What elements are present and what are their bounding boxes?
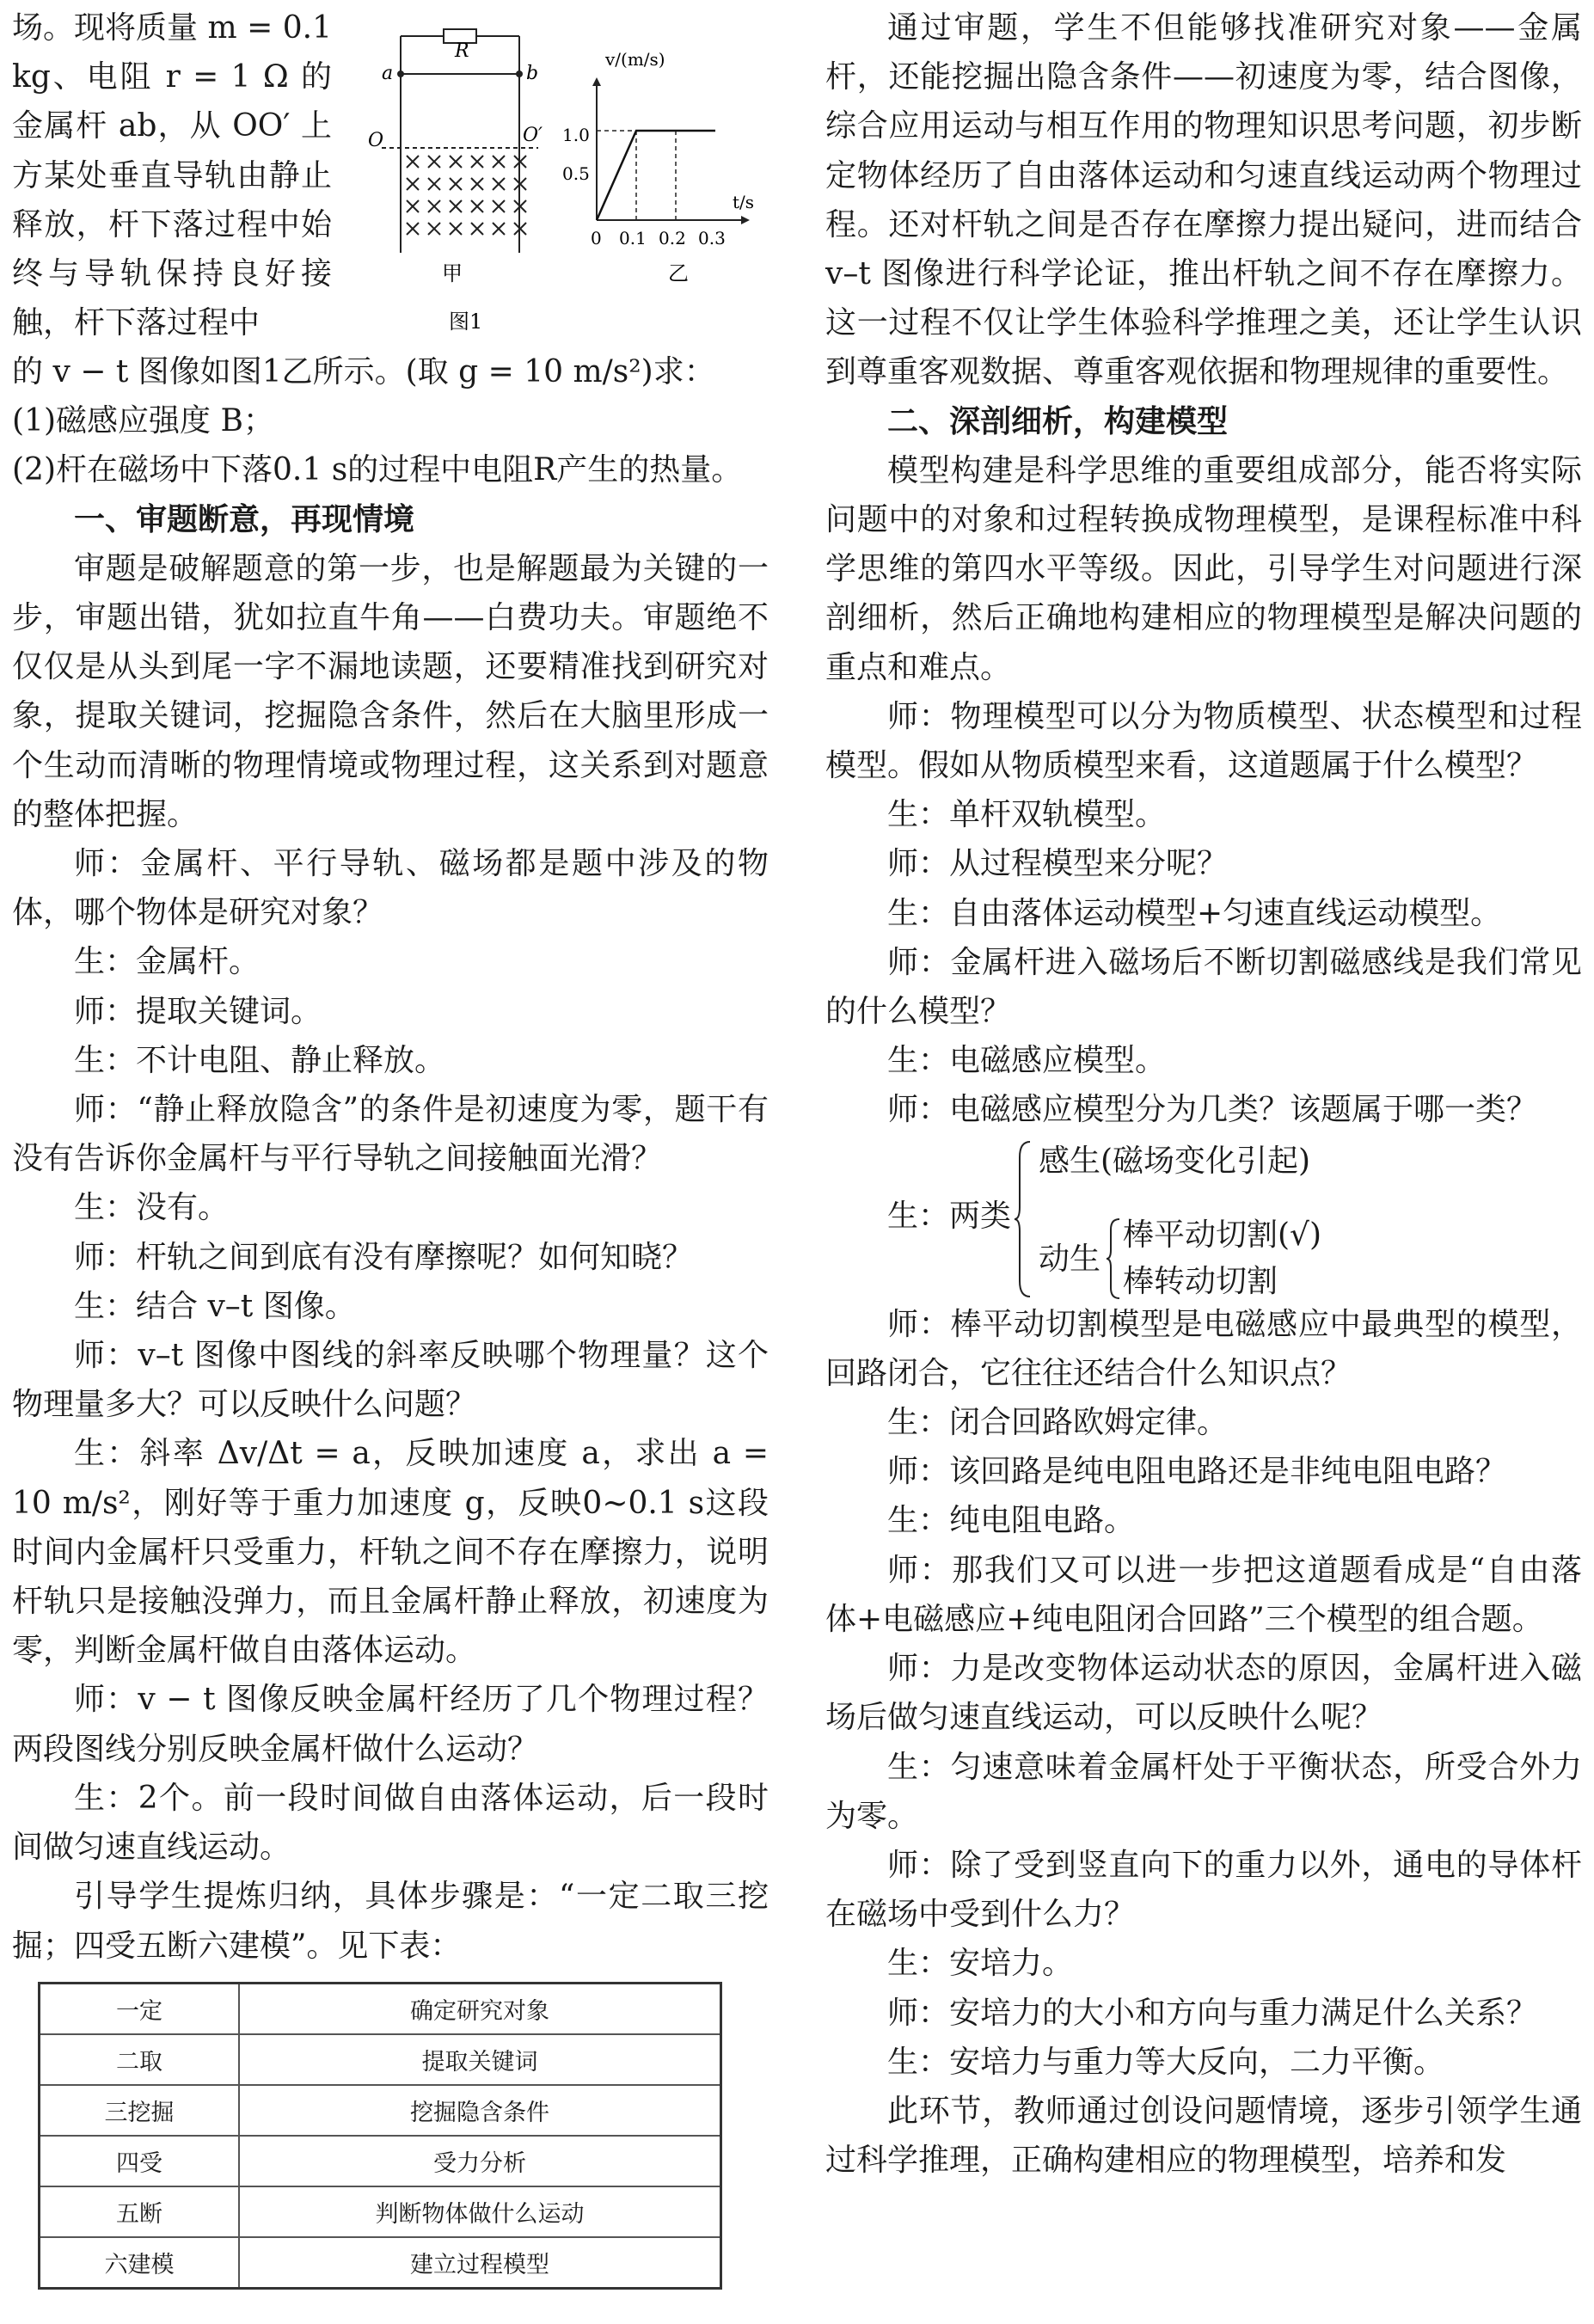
table-cell-step: 三挖掘 — [40, 2085, 240, 2136]
problem-intro: 场。现将质量 m = 0.1 kg、电阻 r = 1 Ω 的金属杆 ab，从 OO′ 上方某处垂直导轨由静止释放，杆下落过程中始终与导轨保持良好接触，杆下落过程中 — [12, 10, 332, 341]
paragraph: 师：“静止释放隐含”的条件是初速度为零，题干有没有告诉你金属杆与平行导轨之间接触面光滑？ — [12, 1092, 769, 1177]
brace-item-b1: 棒平动切割(√) — [1123, 1217, 1322, 1253]
label-R: R — [455, 40, 469, 62]
table-row — [40, 2186, 721, 2237]
left-paragraphs — [12, 544, 769, 1971]
paragraph: 师：金属杆进入磁场后不断切割磁感线是我们常见的什么模型？ — [825, 944, 1582, 1030]
table-cell-step: 六建模 — [40, 2237, 240, 2289]
problem-graph-ref: 的 v − t 图像如图1乙所示。(取 g = 10 m/s²)求： — [12, 354, 715, 389]
paragraph: 师：那我们又可以进一步把这道题看成是“自由落体+电磁感应+纯电阻闭合回路”三个模型的组合题。 — [825, 1552, 1582, 1637]
tick-v-0.5: 0.5 — [562, 163, 590, 184]
paragraph: 模型构建是科学思维的重要组成部分，能否将实际问题中的对象和过程转换成物理模型，是课程标准中科学思维的第四水平等级。因此，引导学生对问题进行深剖细析，然后正确地构建相应的物理模型是解决问题的重点和难点。 — [825, 452, 1582, 685]
paragraph: 生：闭合回路欧姆定律。 — [887, 1405, 1229, 1441]
paragraph: 此环节，教师通过创设问题情境，逐步引领学生通过科学推理，正确构建相应的物理模型，培养和发 — [825, 2093, 1582, 2179]
paragraph: 师：该回路是纯电阻电路还是非纯电阻电路？ — [887, 1454, 1507, 1490]
table-cell-step: 五断 — [40, 2186, 240, 2237]
label-jia: 甲 — [442, 261, 463, 285]
brace-item-b2: 棒转动切割 — [1123, 1263, 1278, 1299]
table-cell-desc: 提取关键词 — [239, 2034, 721, 2085]
label-b: b — [526, 63, 539, 84]
right-paragraphs-3 — [825, 1300, 1582, 2186]
tick-t-0.2: 0.2 — [659, 228, 686, 248]
vt-graph — [562, 49, 754, 285]
paragraph: 师：从过程模型来分呢？ — [887, 846, 1229, 882]
paragraph: 师：提取关键词。 — [74, 993, 322, 1029]
point-b — [517, 71, 522, 77]
paragraph: 生：斜率 Δv/Δt = a，反映加速度 a，求出 a = 10 m/s²，刚好等于重力加速度 g，反映0~0.1 s这段时间内金属杆只受重力，杆轨之间不存在摩擦力，说明杆轨只是接触没弹力，而且金属杆静止释放，初速度为零，判断金属杆做自由落体运动。 — [12, 1436, 769, 1669]
table-cell-desc: 建立过程模型 — [239, 2237, 721, 2289]
paragraph: 师：力是改变物体运动状态的原因，金属杆进入磁场后做匀速直线运动，可以反映什么呢？ — [825, 1651, 1582, 1736]
table-row — [40, 2237, 721, 2289]
v-axis-arrow — [592, 77, 601, 86]
table-cell-desc: 挖掘隐含条件 — [239, 2085, 721, 2136]
brace-item-a: 感生(磁场变化引起) — [1039, 1143, 1311, 1179]
table-cell-step: 四受 — [40, 2136, 240, 2186]
paragraph: 师：金属杆、平行导轨、磁场都是题中涉及的物体，哪个物体是研究对象？ — [12, 846, 769, 931]
table-row — [40, 2085, 721, 2136]
magnetic-field-crosses — [407, 156, 526, 235]
paragraph: 师：物理模型可以分为物质模型、状态模型和过程模型。假如从物质模型来看，这道题属于什么模型？ — [825, 698, 1582, 784]
classification-brace — [825, 1135, 1582, 1300]
paragraph: 生：安培力。 — [887, 1946, 1074, 1982]
table-cell-desc: 确定研究对象 — [239, 1984, 721, 2035]
paragraph: 师：杆轨之间到底有没有摩擦呢？如何知晓？ — [74, 1239, 694, 1275]
paragraph: 生：单杆双轨模型。 — [887, 797, 1167, 833]
paragraph: 生：纯电阻电路。 — [887, 1503, 1136, 1539]
brace-inner-icon — [1106, 1217, 1121, 1300]
paragraph: 生：匀速意味着金属杆处于平衡状态，所受合外力为零。 — [825, 1749, 1582, 1834]
paragraph: 师：除了受到竖直向下的重力以外，通电的导体杆在磁场中受到什么力？ — [825, 1847, 1582, 1933]
steps-table — [38, 1982, 722, 2290]
paragraph: 师：电磁感应模型分为几类？该题属于哪一类？ — [887, 1092, 1538, 1128]
vt-series-line — [597, 131, 715, 220]
paragraph: 审题是破解题意的第一步，也是解题最为关键的一步，审题出错，犹如拉直牛角——白费功夫。审题绝不仅仅是从头到尾一字不漏地读题，还要精准找到研究对象，提取关键词，挖掘隐含条件，然后在大脑里形成一个生动而清晰的物理情境或物理过程，这关系到对题意的整体把握。 — [12, 550, 769, 832]
brace-item-b: 动生 — [1039, 1241, 1101, 1277]
brace-lead: 生：两类 — [887, 1198, 1012, 1234]
paragraph: 生：结合 v–t 图像。 — [74, 1288, 356, 1324]
paragraph: 师：v–t 图像中图线的斜率反映哪个物理量？这个物理量多大？可以反映什么问题？ — [12, 1338, 769, 1423]
right-column — [825, 3, 1582, 2185]
label-O: O — [368, 130, 384, 151]
label-O-prime: O′ — [523, 125, 543, 146]
table-cell-desc: 受力分析 — [239, 2136, 721, 2186]
tick-v-1.0: 1.0 — [562, 125, 590, 145]
table-cell-step: 一定 — [40, 1984, 240, 2035]
paragraph: 引导学生提炼归纳，具体步骤是：“一定二取三挖掘；四受五断六建模”。见下表： — [12, 1879, 769, 1964]
table-cell-desc: 判断物体做什么运动 — [239, 2186, 721, 2237]
point-a — [398, 71, 403, 77]
t-axis-label: t/s — [733, 192, 755, 212]
left-column — [12, 3, 769, 1971]
section-heading-2: 二、深剖细析，构建模型 — [887, 403, 1229, 439]
paragraph: 师：安培力的大小和方向与重力满足什么关系？ — [887, 1995, 1538, 2031]
t-axis-arrow — [741, 216, 750, 224]
paragraph: 生：自由落体运动模型+匀速直线运动模型。 — [887, 895, 1502, 931]
paragraph: 师：v − t 图像反映金属杆经历了几个物理过程？两段图线分别反映金属杆做什么运动？ — [12, 1682, 769, 1767]
paragraph: 生：安培力与重力等大反向，二力平衡。 — [887, 2044, 1445, 2080]
paragraph: 生：2个。前一段时间做自由落体运动，后一段时间做匀速直线运动。 — [12, 1780, 769, 1866]
paragraph: 生：电磁感应模型。 — [887, 1043, 1167, 1079]
table-cell-step: 二取 — [40, 2034, 240, 2085]
figure-1 — [347, 3, 769, 347]
table-row — [40, 2034, 721, 2085]
paragraph: 生：金属杆。 — [74, 944, 261, 980]
tick-t-0.3: 0.3 — [698, 228, 726, 248]
paragraph: 生：没有。 — [74, 1190, 230, 1226]
paragraph: 通过审题，学生不但能够找准研究对象——金属杆，还能挖掘出隐含条件——初速度为零，结合图像，综合应用运动与相互作用的物理知识思考问题，初步断定物体经历了自由落体运动和匀速直线运动两个物理过程。还对杆轨之间是否存在摩擦力提出疑问，进而结合 v–t 图像进行科学论证，推出杆轨之间不存在摩擦力。这一过程不仅让学生体验科学推理之美，还让学生认识到尊重客观数据、尊重客观依据和物理规律的重要性。 — [825, 10, 1582, 390]
right-paragraphs-2 — [825, 446, 1582, 1135]
figure-caption: 图1 — [449, 310, 483, 334]
section-heading-1: 一、审题断意，再现情境 — [74, 501, 415, 537]
v-axis-label: v/(m/s) — [605, 49, 665, 70]
right-paragraphs-1 — [825, 3, 1582, 397]
question-1: (1)磁感应强度 B； — [12, 403, 274, 439]
circuit-diagram — [382, 29, 538, 253]
table-row — [40, 2136, 721, 2186]
table-row — [40, 1984, 721, 2035]
tick-t-0: 0 — [591, 228, 602, 248]
figure-1-svg — [347, 3, 769, 347]
label-a: a — [382, 63, 394, 84]
brace-outer-icon — [1013, 1140, 1033, 1298]
question-2: (2)杆在磁场中下落0.1 s的过程中电阻R产生的热量。 — [12, 452, 743, 488]
paragraph: 生：不计电阻、静止释放。 — [74, 1042, 446, 1078]
tick-t-0.1: 0.1 — [619, 228, 647, 248]
paragraph: 师：棒平动切割模型是电磁感应中最典型的模型，回路闭合，它往往还结合什么知识点？ — [825, 1306, 1582, 1391]
label-yi: 乙 — [668, 261, 689, 285]
